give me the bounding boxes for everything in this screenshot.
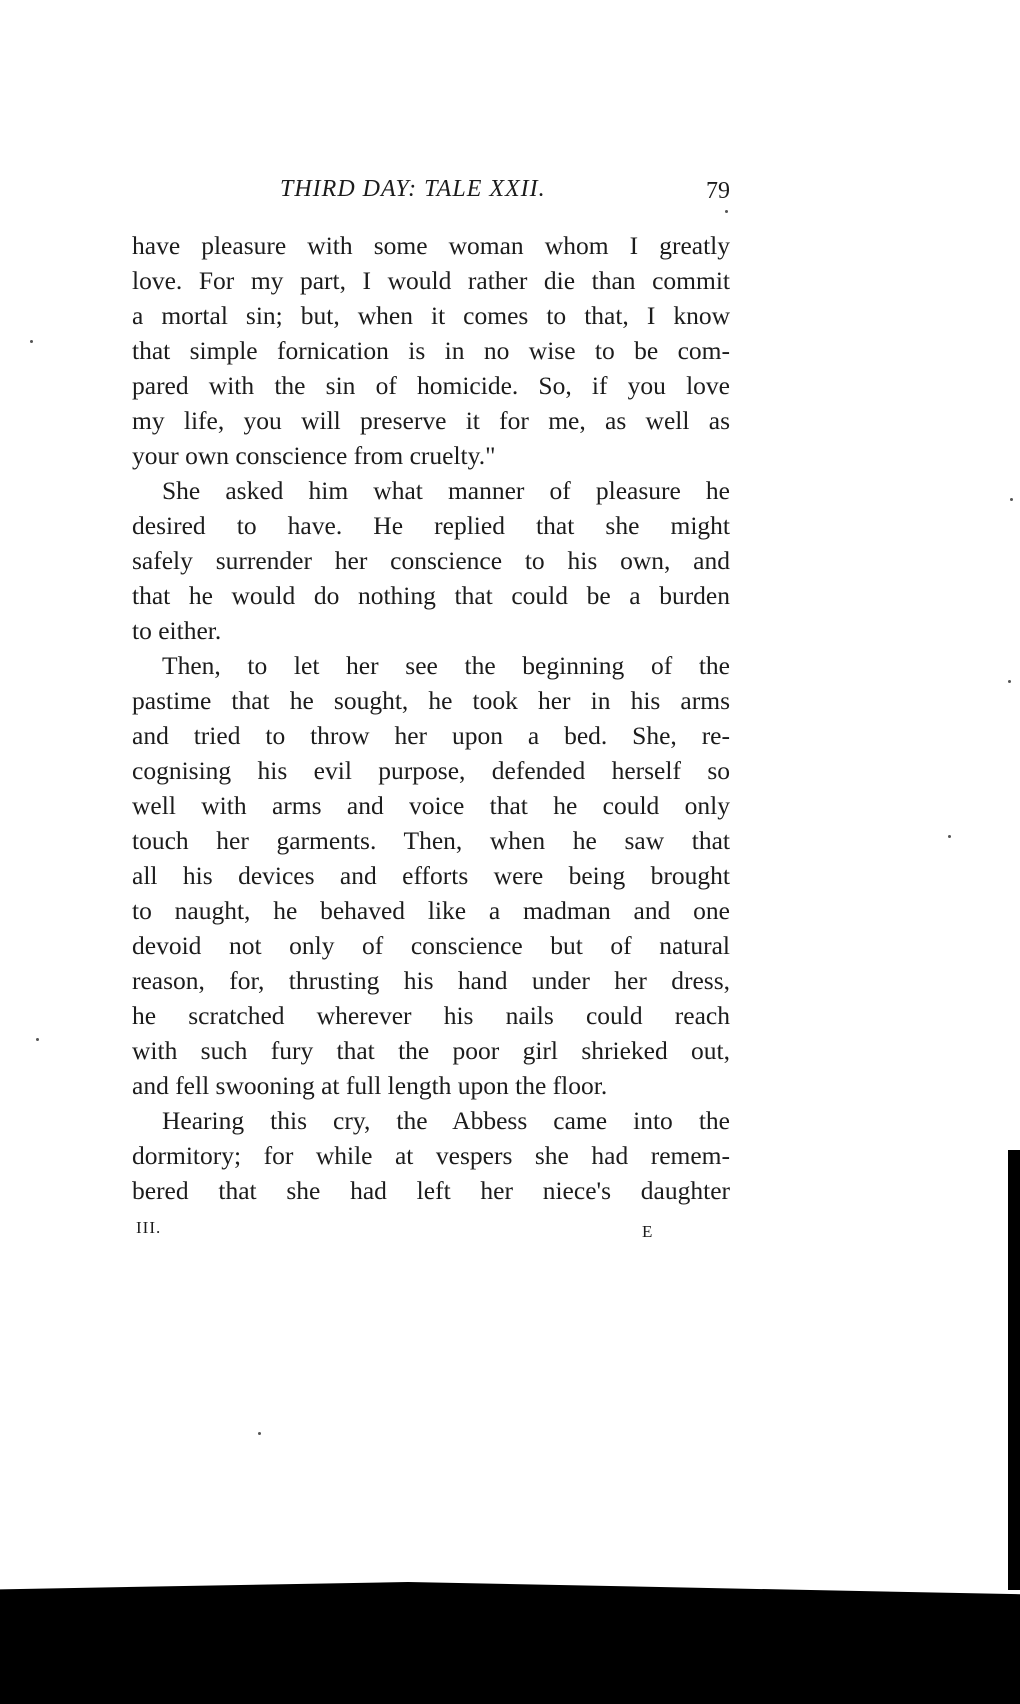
text-line: to naught, he behaved like a madman and one [132,896,730,925]
paragraph-1 [132,228,730,473]
scan-speck [1008,680,1011,683]
paragraph-4 [132,1103,730,1208]
text-line: desired to have. He replied that she might [132,511,730,540]
text-line: to either. [132,616,222,645]
text-line: that he would do nothing that could be a burden [132,581,730,610]
printer-signature [132,1218,730,1242]
scan-speck [725,210,728,213]
text-line: well with arms and voice that he could only [132,791,730,820]
text-line: pared with the sin of homicide. So, if you love [132,371,730,400]
text-line: have pleasure with some woman whom I greatly [132,231,730,260]
text-line: Then, to let her see the beginning of the [162,651,730,680]
text-line: pastime that he sought, he took her in his arms [132,686,730,715]
text-line: a mortal sin; but, when it comes to that, I know [132,301,730,330]
text-line: he scratched wherever his nails could reach [132,1001,730,1030]
scan-speck [948,835,951,838]
page-number: 79 [706,178,730,204]
text-line: devoid not only of conscience but of natural [132,931,730,960]
scan-speck [36,1038,39,1041]
text-line: that simple fornication is in no wise to be com- [132,336,730,365]
scan-edge-shadow-bottom [0,1582,1020,1704]
text-line: my life, you will preserve it for me, as well as [132,406,730,435]
signature-letter: E [642,1222,653,1241]
text-line: reason, for, thrusting his hand under her dress, [132,966,730,995]
volume-signature: III. [136,1218,162,1237]
body-text [132,228,730,1208]
text-line: Hearing this cry, the Abbess came into the [162,1106,730,1135]
text-line: with such fury that the poor girl shrieked out, [132,1036,730,1065]
text-line: and tried to throw her upon a bed. She, re- [132,721,730,750]
text-line: safely surrender her conscience to his own, and [132,546,730,575]
text-line: touch her garments. Then, when he saw that [132,826,730,855]
text-line: your own conscience from cruelty." [132,441,496,470]
text-line: cognising his evil purpose, defended herself so [132,756,730,785]
running-head [130,176,730,210]
text-line: She asked him what manner of pleasure he [162,476,730,505]
text-line: and fell swooning at full length upon the floor. [132,1071,608,1100]
paragraph-2 [132,473,730,648]
scan-edge-shadow-right [1008,1150,1020,1590]
scan-speck [30,340,33,343]
running-title: THIRD DAY: TALE XXII. [280,176,546,202]
text-line: bered that she had left her niece's daughter [132,1176,730,1205]
text-line: all his devices and efforts were being brought [132,861,730,890]
text-line: dormitory; for while at vespers she had remem- [132,1141,730,1170]
paragraph-3 [132,648,730,1103]
text-line: love. For my part, I would rather die than commit [132,266,730,295]
scan-speck [1010,498,1013,501]
scan-speck [258,1432,261,1435]
